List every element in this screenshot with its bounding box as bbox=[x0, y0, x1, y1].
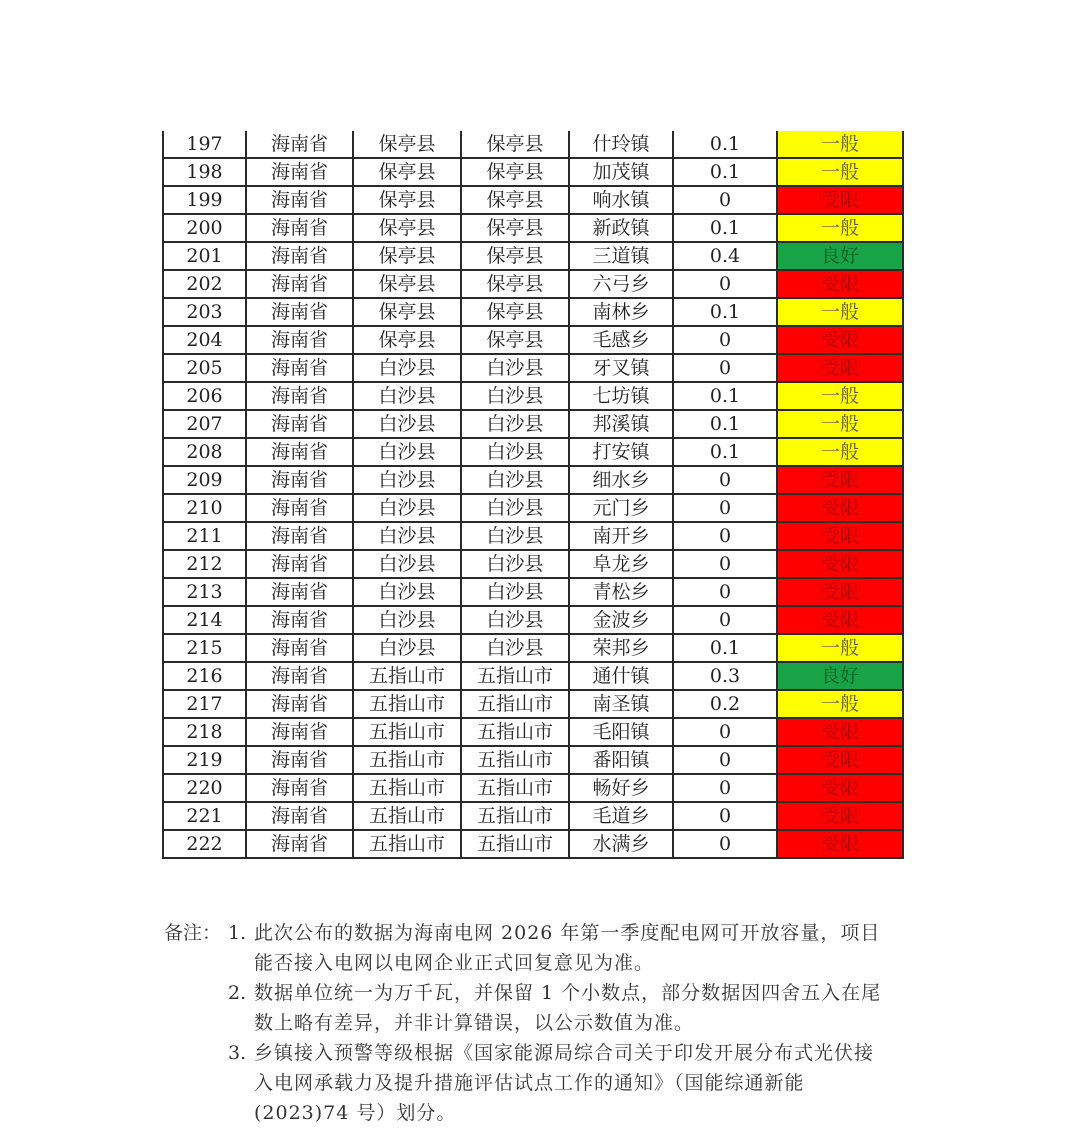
note-number: 3. bbox=[228, 1042, 247, 1064]
county-cell: 白沙县 bbox=[461, 606, 569, 634]
county-cell: 五指山市 bbox=[461, 746, 569, 774]
table-row bbox=[163, 158, 903, 186]
capacity-cell: 0.1 bbox=[673, 298, 777, 326]
town-cell: 什玲镇 bbox=[569, 131, 673, 158]
county-cell: 五指山市 bbox=[461, 690, 569, 718]
note-text: (2023)74 号）划分。 bbox=[254, 1102, 457, 1124]
town-cell: 三道镇 bbox=[569, 242, 673, 270]
county-cell: 白沙县 bbox=[461, 438, 569, 466]
county-cell: 保亭县 bbox=[461, 158, 569, 186]
note-prefix bbox=[164, 1098, 228, 1128]
warning-level-cell: 受限 bbox=[777, 186, 903, 214]
county-cell: 保亭县 bbox=[461, 298, 569, 326]
capacity-cell: 0.1 bbox=[673, 382, 777, 410]
city-cell: 五指山市 bbox=[353, 718, 461, 746]
city-cell: 保亭县 bbox=[353, 158, 461, 186]
warning-level-cell: 受限 bbox=[777, 774, 903, 802]
table-row bbox=[163, 270, 903, 298]
town-cell: 毛感乡 bbox=[569, 326, 673, 354]
province-cell: 海南省 bbox=[246, 522, 353, 550]
table-row bbox=[163, 634, 903, 662]
city-cell: 白沙县 bbox=[353, 382, 461, 410]
table-row bbox=[163, 550, 903, 578]
city-cell: 白沙县 bbox=[353, 550, 461, 578]
note-number: 2. bbox=[228, 982, 247, 1004]
warning-level-cell: 受限 bbox=[777, 718, 903, 746]
note-prefix bbox=[164, 1038, 228, 1068]
capacity-cell: 0.1 bbox=[673, 438, 777, 466]
table-row bbox=[163, 606, 903, 634]
county-cell: 保亭县 bbox=[461, 131, 569, 158]
warning-level-cell: 一般 bbox=[777, 690, 903, 718]
note-text: 此次公布的数据为海南电网 2026 年第一季度配电网可开放容量，项目 bbox=[254, 922, 881, 944]
warning-level-cell: 受限 bbox=[777, 354, 903, 382]
warning-level-cell: 受限 bbox=[777, 466, 903, 494]
row-number: 214 bbox=[163, 606, 246, 634]
note-line bbox=[164, 1038, 924, 1068]
province-cell: 海南省 bbox=[246, 494, 353, 522]
capacity-cell: 0 bbox=[673, 578, 777, 606]
note-prefix: 备注： bbox=[164, 922, 222, 944]
city-cell: 白沙县 bbox=[353, 578, 461, 606]
county-cell: 五指山市 bbox=[461, 718, 569, 746]
warning-level-cell: 一般 bbox=[777, 382, 903, 410]
row-number: 200 bbox=[163, 214, 246, 242]
province-cell: 海南省 bbox=[246, 438, 353, 466]
county-cell: 白沙县 bbox=[461, 354, 569, 382]
row-number: 201 bbox=[163, 242, 246, 270]
capacity-cell: 0.3 bbox=[673, 662, 777, 690]
town-cell: 毛阳镇 bbox=[569, 718, 673, 746]
city-cell: 白沙县 bbox=[353, 410, 461, 438]
table-row bbox=[163, 298, 903, 326]
province-cell: 海南省 bbox=[246, 746, 353, 774]
table-row bbox=[163, 410, 903, 438]
row-number: 205 bbox=[163, 354, 246, 382]
capacity-cell: 0.4 bbox=[673, 242, 777, 270]
town-cell: 畅好乡 bbox=[569, 774, 673, 802]
row-number: 220 bbox=[163, 774, 246, 802]
county-cell: 保亭县 bbox=[461, 326, 569, 354]
city-cell: 白沙县 bbox=[353, 354, 461, 382]
town-cell: 加茂镇 bbox=[569, 158, 673, 186]
table-row bbox=[163, 466, 903, 494]
capacity-cell: 0 bbox=[673, 466, 777, 494]
town-cell: 牙叉镇 bbox=[569, 354, 673, 382]
row-number: 208 bbox=[163, 438, 246, 466]
town-cell: 青松乡 bbox=[569, 578, 673, 606]
county-cell: 保亭县 bbox=[461, 270, 569, 298]
warning-level-cell: 一般 bbox=[777, 131, 903, 158]
county-cell: 白沙县 bbox=[461, 382, 569, 410]
city-cell: 白沙县 bbox=[353, 522, 461, 550]
row-number: 203 bbox=[163, 298, 246, 326]
town-cell: 荣邦乡 bbox=[569, 634, 673, 662]
row-number: 216 bbox=[163, 662, 246, 690]
city-cell: 五指山市 bbox=[353, 774, 461, 802]
city-cell: 白沙县 bbox=[353, 494, 461, 522]
capacity-cell: 0 bbox=[673, 186, 777, 214]
row-number: 202 bbox=[163, 270, 246, 298]
note-number bbox=[228, 1098, 254, 1128]
table-row bbox=[163, 494, 903, 522]
province-cell: 海南省 bbox=[246, 326, 353, 354]
county-cell: 白沙县 bbox=[461, 522, 569, 550]
city-cell: 保亭县 bbox=[353, 326, 461, 354]
county-cell: 保亭县 bbox=[461, 186, 569, 214]
note-line bbox=[164, 918, 924, 948]
capacity-cell: 0 bbox=[673, 718, 777, 746]
note-text: 数据单位统一为万千瓦，并保留 1 个小数点，部分数据因四舍五入在尾 bbox=[254, 982, 882, 1004]
row-number: 222 bbox=[163, 830, 246, 858]
city-cell: 五指山市 bbox=[353, 662, 461, 690]
county-cell: 白沙县 bbox=[461, 578, 569, 606]
note-prefix bbox=[164, 1068, 228, 1098]
warning-level-cell: 一般 bbox=[777, 438, 903, 466]
town-cell: 金波乡 bbox=[569, 606, 673, 634]
note-text: 数上略有差异，并非计算错误，以公示数值为准。 bbox=[254, 1012, 695, 1034]
table-row bbox=[163, 690, 903, 718]
town-cell: 水满乡 bbox=[569, 830, 673, 858]
note-number: 1. bbox=[228, 922, 247, 944]
province-cell: 海南省 bbox=[246, 802, 353, 830]
row-number: 207 bbox=[163, 410, 246, 438]
row-number: 210 bbox=[163, 494, 246, 522]
county-cell: 五指山市 bbox=[461, 802, 569, 830]
town-cell: 通什镇 bbox=[569, 662, 673, 690]
table-row bbox=[163, 382, 903, 410]
note-number bbox=[228, 1008, 254, 1038]
province-cell: 海南省 bbox=[246, 214, 353, 242]
warning-level-cell: 一般 bbox=[777, 410, 903, 438]
city-cell: 白沙县 bbox=[353, 466, 461, 494]
row-number: 212 bbox=[163, 550, 246, 578]
warning-level-cell: 一般 bbox=[777, 158, 903, 186]
table-row bbox=[163, 131, 903, 158]
county-cell: 白沙县 bbox=[461, 550, 569, 578]
province-cell: 海南省 bbox=[246, 718, 353, 746]
row-number: 221 bbox=[163, 802, 246, 830]
warning-level-cell: 受限 bbox=[777, 550, 903, 578]
county-cell: 保亭县 bbox=[461, 242, 569, 270]
county-cell: 白沙县 bbox=[461, 466, 569, 494]
table-row bbox=[163, 438, 903, 466]
row-number: 211 bbox=[163, 522, 246, 550]
province-cell: 海南省 bbox=[246, 298, 353, 326]
city-cell: 保亭县 bbox=[353, 270, 461, 298]
note-line bbox=[164, 1068, 924, 1098]
capacity-table bbox=[162, 131, 904, 859]
warning-level-cell: 受限 bbox=[777, 578, 903, 606]
warning-level-cell: 受限 bbox=[777, 746, 903, 774]
town-cell: 番阳镇 bbox=[569, 746, 673, 774]
city-cell: 白沙县 bbox=[353, 438, 461, 466]
notes-section bbox=[164, 918, 924, 1128]
note-prefix bbox=[164, 948, 228, 978]
note-number bbox=[228, 1068, 254, 1098]
city-cell: 五指山市 bbox=[353, 690, 461, 718]
capacity-cell: 0 bbox=[673, 606, 777, 634]
table-row bbox=[163, 522, 903, 550]
table-row bbox=[163, 774, 903, 802]
table-row bbox=[163, 578, 903, 606]
warning-level-cell: 受限 bbox=[777, 270, 903, 298]
warning-level-cell: 受限 bbox=[777, 830, 903, 858]
city-cell: 五指山市 bbox=[353, 802, 461, 830]
table-row bbox=[163, 214, 903, 242]
town-cell: 细水乡 bbox=[569, 466, 673, 494]
city-cell: 保亭县 bbox=[353, 242, 461, 270]
province-cell: 海南省 bbox=[246, 662, 353, 690]
capacity-cell: 0.1 bbox=[673, 131, 777, 158]
city-cell: 保亭县 bbox=[353, 131, 461, 158]
province-cell: 海南省 bbox=[246, 382, 353, 410]
row-number: 219 bbox=[163, 746, 246, 774]
capacity-cell: 0.1 bbox=[673, 214, 777, 242]
capacity-cell: 0 bbox=[673, 550, 777, 578]
city-cell: 五指山市 bbox=[353, 746, 461, 774]
warning-level-cell: 良好 bbox=[777, 242, 903, 270]
row-number: 213 bbox=[163, 578, 246, 606]
note-text: 入电网承载力及提升措施评估试点工作的通知》（国能综通新能 bbox=[254, 1072, 805, 1094]
town-cell: 南圣镇 bbox=[569, 690, 673, 718]
warning-level-cell: 一般 bbox=[777, 634, 903, 662]
warning-level-cell: 一般 bbox=[777, 214, 903, 242]
capacity-cell: 0.1 bbox=[673, 410, 777, 438]
warning-level-cell: 受限 bbox=[777, 326, 903, 354]
note-prefix bbox=[164, 978, 228, 1008]
table-row bbox=[163, 718, 903, 746]
province-cell: 海南省 bbox=[246, 186, 353, 214]
province-cell: 海南省 bbox=[246, 242, 353, 270]
note-line bbox=[164, 978, 924, 1008]
county-cell: 白沙县 bbox=[461, 410, 569, 438]
warning-level-cell: 受限 bbox=[777, 494, 903, 522]
capacity-cell: 0.2 bbox=[673, 690, 777, 718]
province-cell: 海南省 bbox=[246, 354, 353, 382]
province-cell: 海南省 bbox=[246, 131, 353, 158]
city-cell: 白沙县 bbox=[353, 634, 461, 662]
town-cell: 毛道乡 bbox=[569, 802, 673, 830]
capacity-cell: 0.1 bbox=[673, 158, 777, 186]
county-cell: 五指山市 bbox=[461, 830, 569, 858]
warning-level-cell: 一般 bbox=[777, 298, 903, 326]
table-body bbox=[163, 131, 903, 858]
province-cell: 海南省 bbox=[246, 830, 353, 858]
city-cell: 保亭县 bbox=[353, 214, 461, 242]
capacity-cell: 0 bbox=[673, 802, 777, 830]
county-cell: 五指山市 bbox=[461, 774, 569, 802]
province-cell: 海南省 bbox=[246, 466, 353, 494]
town-cell: 南开乡 bbox=[569, 522, 673, 550]
town-cell: 邦溪镇 bbox=[569, 410, 673, 438]
capacity-cell: 0 bbox=[673, 270, 777, 298]
table-row bbox=[163, 326, 903, 354]
capacity-cell: 0 bbox=[673, 494, 777, 522]
note-line bbox=[164, 1008, 924, 1038]
province-cell: 海南省 bbox=[246, 774, 353, 802]
row-number: 206 bbox=[163, 382, 246, 410]
province-cell: 海南省 bbox=[246, 158, 353, 186]
note-line bbox=[164, 1098, 924, 1128]
note-text: 乡镇接入预警等级根据《国家能源局综合司关于印发开展分布式光伏接 bbox=[254, 1042, 875, 1064]
county-cell: 白沙县 bbox=[461, 494, 569, 522]
table-row bbox=[163, 802, 903, 830]
table-row bbox=[163, 830, 903, 858]
town-cell: 南林乡 bbox=[569, 298, 673, 326]
note-prefix bbox=[164, 1008, 228, 1038]
note-line bbox=[164, 948, 924, 978]
town-cell: 七坊镇 bbox=[569, 382, 673, 410]
county-cell: 五指山市 bbox=[461, 662, 569, 690]
town-cell: 打安镇 bbox=[569, 438, 673, 466]
row-number: 218 bbox=[163, 718, 246, 746]
province-cell: 海南省 bbox=[246, 578, 353, 606]
table-row bbox=[163, 186, 903, 214]
town-cell: 新政镇 bbox=[569, 214, 673, 242]
table-row bbox=[163, 354, 903, 382]
capacity-cell: 0 bbox=[673, 746, 777, 774]
table-row bbox=[163, 662, 903, 690]
town-cell: 阜龙乡 bbox=[569, 550, 673, 578]
city-cell: 保亭县 bbox=[353, 298, 461, 326]
warning-level-cell: 受限 bbox=[777, 522, 903, 550]
capacity-cell: 0 bbox=[673, 354, 777, 382]
row-number: 215 bbox=[163, 634, 246, 662]
capacity-cell: 0.1 bbox=[673, 634, 777, 662]
capacity-cell: 0 bbox=[673, 326, 777, 354]
town-cell: 六弓乡 bbox=[569, 270, 673, 298]
city-cell: 白沙县 bbox=[353, 606, 461, 634]
county-cell: 白沙县 bbox=[461, 634, 569, 662]
row-number: 198 bbox=[163, 158, 246, 186]
table-row bbox=[163, 746, 903, 774]
row-number: 197 bbox=[163, 131, 246, 158]
city-cell: 保亭县 bbox=[353, 186, 461, 214]
table-row bbox=[163, 242, 903, 270]
province-cell: 海南省 bbox=[246, 690, 353, 718]
county-cell: 保亭县 bbox=[461, 214, 569, 242]
warning-level-cell: 受限 bbox=[777, 802, 903, 830]
row-number: 217 bbox=[163, 690, 246, 718]
capacity-cell: 0 bbox=[673, 830, 777, 858]
town-cell: 响水镇 bbox=[569, 186, 673, 214]
province-cell: 海南省 bbox=[246, 606, 353, 634]
province-cell: 海南省 bbox=[246, 550, 353, 578]
capacity-cell: 0 bbox=[673, 774, 777, 802]
province-cell: 海南省 bbox=[246, 270, 353, 298]
note-number bbox=[228, 948, 254, 978]
province-cell: 海南省 bbox=[246, 410, 353, 438]
town-cell: 元门乡 bbox=[569, 494, 673, 522]
row-number: 204 bbox=[163, 326, 246, 354]
city-cell: 五指山市 bbox=[353, 830, 461, 858]
warning-level-cell: 受限 bbox=[777, 606, 903, 634]
province-cell: 海南省 bbox=[246, 634, 353, 662]
capacity-cell: 0 bbox=[673, 522, 777, 550]
row-number: 209 bbox=[163, 466, 246, 494]
warning-level-cell: 良好 bbox=[777, 662, 903, 690]
row-number: 199 bbox=[163, 186, 246, 214]
note-text: 能否接入电网以电网企业正式回复意见为准。 bbox=[254, 952, 655, 974]
